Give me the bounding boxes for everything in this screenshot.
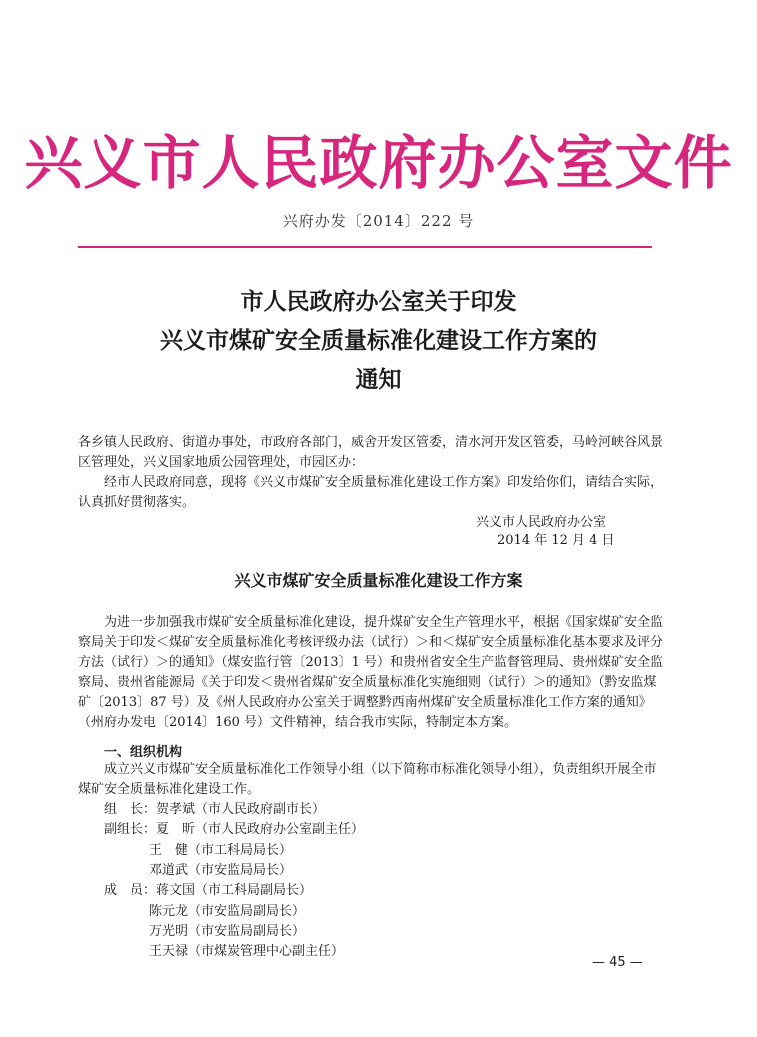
issuer-title: 兴义市人民政府办公室文件 [24,129,733,197]
notice-body: 经市人民政府同意，现将《兴义市煤矿安全质量标准化建设工作方案》印发给你们，请结合实际，认真抓好贯彻落实。 [78,475,664,510]
document-number: 兴府办发〔2014〕222 号 [282,212,475,230]
member-row [149,861,292,881]
red-divider-line [78,246,652,248]
notice-title-line-2: 兴义市煤矿安全质量标准化建设工作方案的 [160,327,597,354]
member-row [104,881,312,901]
section-organization-body: 成立兴义市煤矿安全质量标准化工作领导小组（以下简称市标准化领导小组），负责组织开展全市煤矿安全质量标准化建设工作。 [78,762,657,797]
member-person: 王天禄（市煤炭管理中心副主任） [149,944,345,959]
page-number: — 45 — [592,955,643,970]
member-person: 邓道武（市安监局局长） [149,863,293,878]
member-row [149,942,344,962]
member-person: 贺孝斌（市人民政府副市长） [156,802,326,817]
plan-title: 兴义市煤矿安全质量标准化建设工作方案 [234,571,523,590]
member-row [104,800,325,820]
member-row [149,922,305,942]
notice-title [0,282,757,399]
section-heading-organization: 一、组织机构 [104,745,183,760]
member-role: 成 员： [104,883,157,898]
notice-title-line-1: 市人民政府办公室关于印发 [240,288,517,315]
member-person: 蒋文国（市工科局副局长） [156,883,313,898]
member-person: 夏 昕（市人民政府办公室副主任） [156,822,365,837]
member-row [149,902,305,922]
plan-intro: 为进一步加强我市煤矿安全质量标准化建设，提升煤矿安全生产管理水平，根据《国家煤矿安全监察局关于印发＜煤矿安全质量标准化考核评级办法（试行）＞和＜煤矿安全质量标准化基本要求及评分方法（试行）＞的通知》（煤安监行管〔2013〕1 号）和贵州省安全生产监督管理局、贵州煤矿安全监察局、贵州省能源局《关于印发＜贵州省煤矿安全质量标准化实施细则（试行）＞的通知》（黔安监煤矿〔2013〕87 号）及《州人民政府办公室关于调整黔西南州煤矿安全质量标准化工作方案的通知》（州府办发电〔2014〕160 号）文件精神，结合我市实际，特制定本方案。 [78,615,664,730]
signature: 兴义市人民政府办公室 [476,515,607,530]
member-person: 陈元龙（市安监局副局长） [149,904,306,919]
notice-date: 2014 年 12 月 4 日 [497,533,615,548]
member-person: 万光明（市安监局副局长） [149,924,306,939]
member-row [149,841,292,861]
member-row [104,820,364,840]
member-role: 副组长： [104,822,157,837]
addressees: 各乡镇人民政府、街道办事处，市政府各部门，威舍开发区管委，清水河开发区管委，马岭河峡谷风景区管理处，兴义国家地质公园管理处，市园区办： [78,435,664,470]
notice-title-line-3: 通知 [355,366,402,393]
member-person: 王 健（市工科局局长） [149,843,293,858]
member-role: 组 长： [104,802,157,817]
